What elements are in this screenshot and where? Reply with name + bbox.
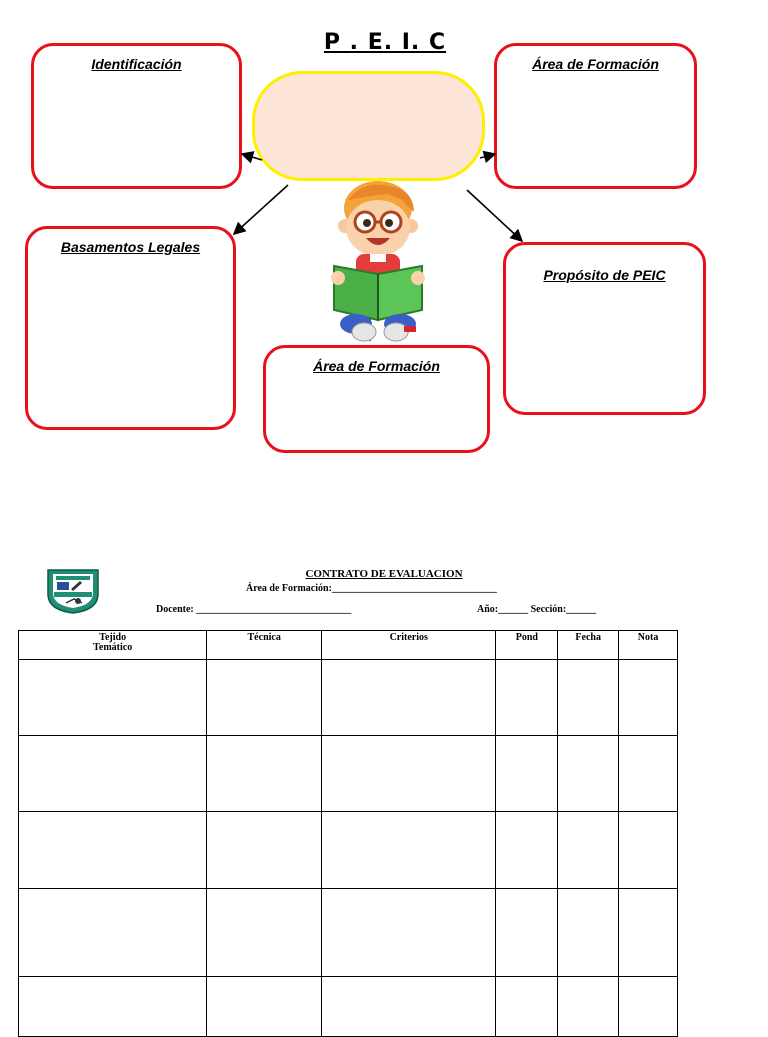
box-identificacion-label: Identificación <box>91 56 182 72</box>
box-area-formacion-top <box>494 43 697 189</box>
arrow-to-area-top <box>480 154 495 158</box>
table-cell[interactable] <box>496 812 558 889</box>
col-tecnica: Técnica <box>207 631 322 660</box>
table-cell[interactable] <box>322 977 496 1037</box>
reading-boy-illustration <box>318 178 438 343</box>
table-cell[interactable] <box>619 812 678 889</box>
table-cell[interactable] <box>619 977 678 1037</box>
table-row <box>19 660 678 736</box>
col-pond: Pond <box>496 631 558 660</box>
col-fecha: Fecha <box>558 631 619 660</box>
table-cell[interactable] <box>496 977 558 1037</box>
table-header-row <box>19 631 678 660</box>
arrow-to-basamentos <box>234 185 288 234</box>
table-cell[interactable] <box>322 660 496 736</box>
page-title: P . E. I. C <box>323 30 447 55</box>
table-cell[interactable] <box>207 736 322 812</box>
school-logo <box>44 564 102 614</box>
col-criterios: Criterios <box>322 631 496 660</box>
table-cell[interactable] <box>19 889 207 977</box>
box-basamentos-legales-label: Basamentos Legales <box>60 239 201 255</box>
docente-field[interactable]: Docente: _______________________________ <box>156 604 352 615</box>
table-cell[interactable] <box>496 889 558 977</box>
box-area-formacion-top-label: Área de Formación <box>532 56 659 72</box>
box-area-formacion-bottom-label: Área de Formación <box>313 358 440 374</box>
contract-title: CONTRATO DE EVALUACION <box>305 568 463 580</box>
table-cell[interactable] <box>207 660 322 736</box>
table-cell[interactable] <box>19 660 207 736</box>
col-tejido-tematico: Tejido Temático <box>19 631 207 660</box>
box-basamentos-legales <box>25 226 236 430</box>
box-proposito-peic <box>503 242 706 415</box>
table-cell[interactable] <box>322 889 496 977</box>
table-cell[interactable] <box>19 812 207 889</box>
table-cell[interactable] <box>19 736 207 812</box>
col-nota: Nota <box>619 631 678 660</box>
table-cell[interactable] <box>496 736 558 812</box>
box-identificacion <box>31 43 242 189</box>
table-row <box>19 736 678 812</box>
evaluation-table <box>18 630 678 1037</box>
box-proposito-peic-label: Propósito de PEIC <box>543 267 666 283</box>
table-cell[interactable] <box>619 736 678 812</box>
table-row <box>19 977 678 1037</box>
table-cell[interactable] <box>496 660 558 736</box>
table-cell[interactable] <box>207 889 322 977</box>
center-oval <box>252 71 485 181</box>
table-row <box>19 889 678 977</box>
area-formacion-field[interactable]: Área de Formación:_________________________________ <box>246 583 497 594</box>
table-cell[interactable] <box>322 812 496 889</box>
table-cell[interactable] <box>322 736 496 812</box>
anio-seccion-field[interactable]: Año:______ Sección:______ <box>477 604 597 615</box>
table-cell[interactable] <box>558 977 619 1037</box>
arrow-to-proposito <box>467 190 522 241</box>
table-cell[interactable] <box>207 977 322 1037</box>
table-cell[interactable] <box>619 889 678 977</box>
table-cell[interactable] <box>558 889 619 977</box>
table-cell[interactable] <box>558 736 619 812</box>
table-cell[interactable] <box>19 977 207 1037</box>
table-cell[interactable] <box>207 812 322 889</box>
table-cell[interactable] <box>558 660 619 736</box>
table-row <box>19 812 678 889</box>
box-area-formacion-bottom <box>263 345 490 453</box>
table-cell[interactable] <box>619 660 678 736</box>
table-cell[interactable] <box>558 812 619 889</box>
